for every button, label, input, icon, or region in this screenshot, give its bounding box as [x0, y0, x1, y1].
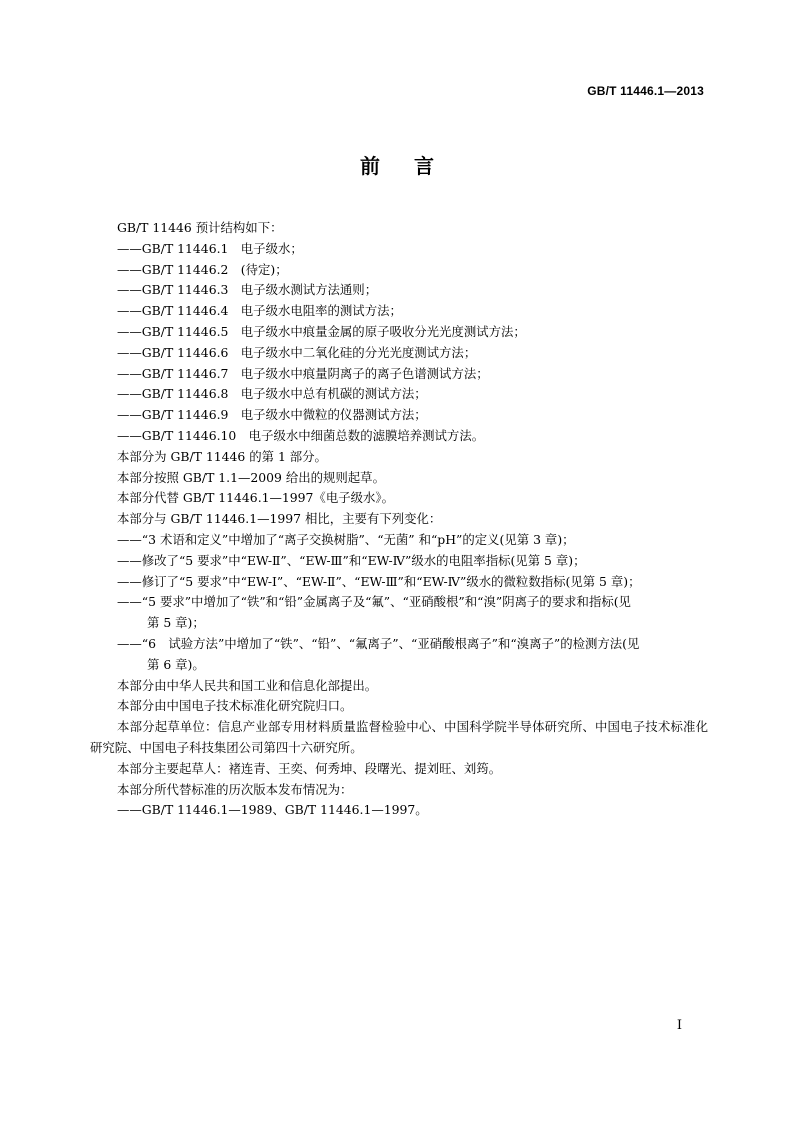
list-item: ——GB/T 11446.1 电子级水； [117, 240, 303, 256]
list-item: ——GB/T 11446.7 电子级水中痕量阴离子的离子色谱测试方法； [117, 365, 489, 381]
list-item: ——GB/T 11446.8 电子级水中总有机碳的测试方法； [117, 386, 427, 402]
structure-intro: GB/T 11446 预计结构如下： [117, 220, 283, 235]
list-item: ——GB/T 11446.2 (待定)； [117, 261, 288, 277]
changes-intro: 本部分与 GB/T 11446.1—1997 相比，主要有下列变化： [117, 511, 442, 527]
change-item: ——修订了“5 要求”中“EW-Ⅰ”、“EW-Ⅱ”、“EW-Ⅲ”和“EW-Ⅳ”级水的微粒数指标(见第 5 章)； [117, 573, 641, 589]
centralized-by-statement: 本部分由中国电子技术标准化研究院归口。 [117, 698, 353, 714]
list-item: ——GB/T 11446.3 电子级水测试方法通则； [117, 282, 378, 298]
change-item-continuation: 第 5 章)； [147, 615, 205, 631]
change-item-continuation: 第 6 章)。 [147, 656, 205, 672]
list-item: ——GB/T 11446.6 电子级水中二氧化硅的分光光度测试方法； [117, 344, 477, 360]
document-body [90, 218, 708, 821]
history-intro: 本部分所代替标准的历次版本发布情况为： [117, 781, 353, 797]
page-title: 前言 [360, 154, 468, 178]
list-item: ——GB/T 11446.4 电子级水电阻率的测试方法； [117, 303, 402, 319]
standard-code: GB/T 11446.1—2013 [587, 84, 704, 98]
drafted-per-statement: 本部分按照 GB/T 1.1—2009 给出的规则起草。 [117, 469, 385, 485]
change-item: ——“6 试验方法”中增加了“铁”、“铅”、“氟离子”、“亚硝酸根离子”和“溴离子”的检测方法(见 [117, 635, 640, 651]
drafting-units-statement: 本部分起草单位：信息产业部专用材料质量监督检验中心、中国科学院半导体研究所、中国电子技术标准化研究院、中国电子科技集团公司第四十六研究所。 [90, 719, 708, 755]
change-item: ——修改了“5 要求”中“EW-Ⅱ”、“EW-Ⅲ”和“EW-Ⅳ”级水的电阻率指标(见第 5 章)； [117, 552, 586, 568]
change-item: ——“5 要求”中增加了“铁”和“铅”金属离子及“氟”、“亚硝酸根”和“溴”阴离子的要求和指标(见 [117, 594, 631, 610]
page-number: Ⅰ [676, 1018, 682, 1033]
history-item: ——GB/T 11446.1—1989、GB/T 11446.1—1997。 [117, 802, 428, 818]
replaces-statement: 本部分代替 GB/T 11446.1—1997《电子级水》。 [117, 490, 394, 506]
list-item: ——GB/T 11446.10 电子级水中细菌总数的滤膜培养测试方法。 [117, 427, 485, 443]
drafters-statement: 本部分主要起草人：褚连青、王奕、何秀坤、段曙光、提刘旺、刘筠。 [117, 760, 502, 776]
change-item: ——“3 术语和定义”中增加了“离子交换树脂”、“无菌” 和“pH”的定义(见第 3 章)； [117, 531, 575, 547]
part-of-statement: 本部分为 GB/T 11446 的第 1 部分。 [117, 448, 327, 464]
list-item: ——GB/T 11446.5 电子级水中痕量金属的原子吸收分光光度测试方法； [117, 323, 526, 339]
list-item: ——GB/T 11446.9 电子级水中微粒的仪器测试方法； [117, 407, 427, 423]
proposed-by-statement: 本部分由中华人民共和国工业和信息化部提出。 [117, 677, 378, 693]
